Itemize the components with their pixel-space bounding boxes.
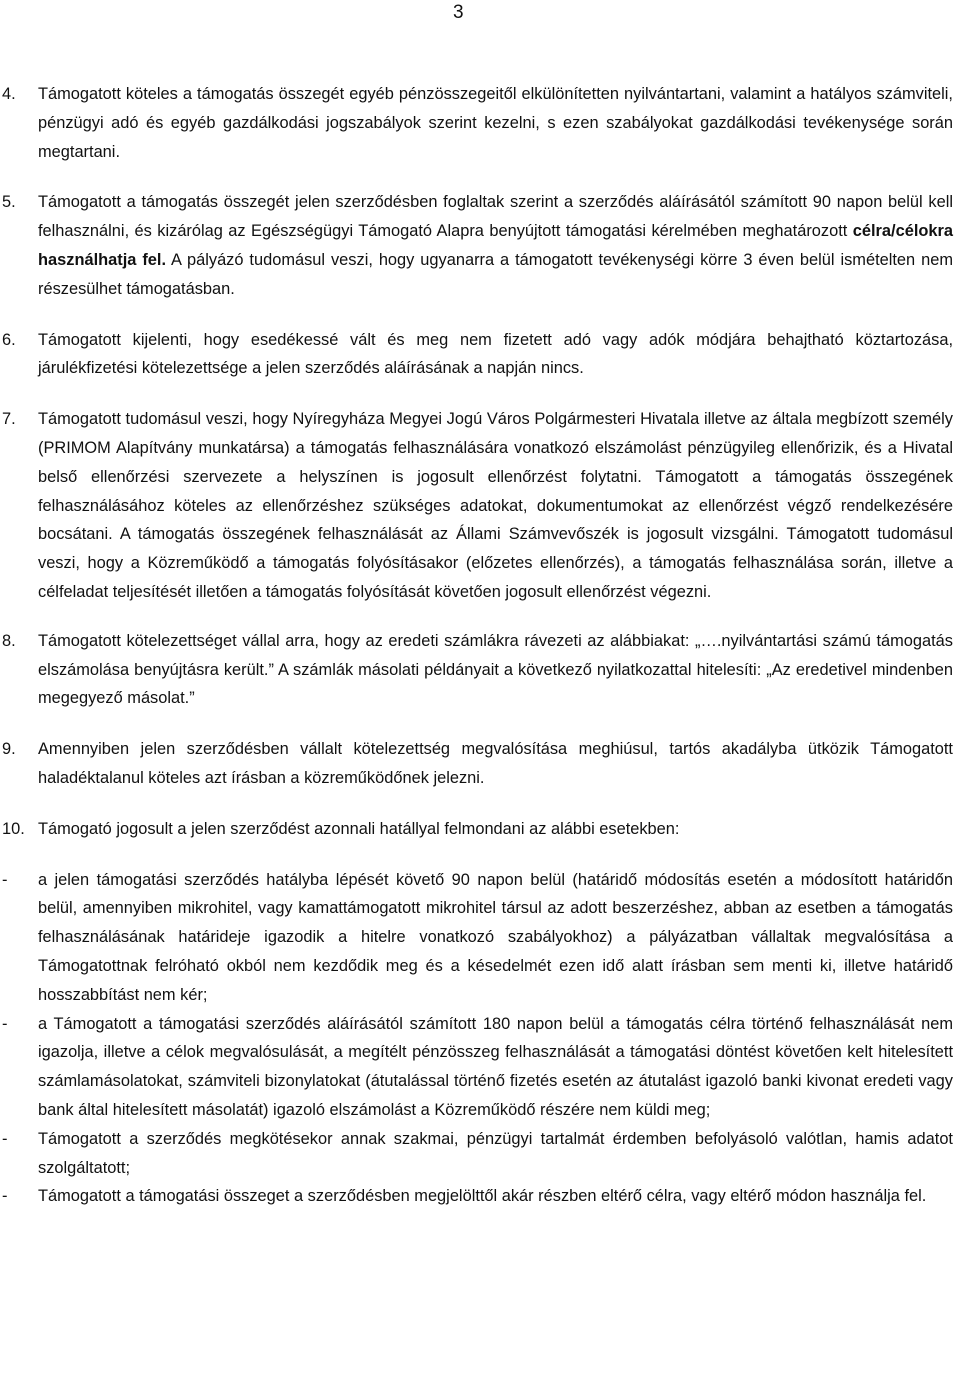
clause-text: Támogatott tudomásul veszi, hogy Nyíregyháza Megyei Jogú Város Polgármesteri Hivatala illetve az általa megbízott személy (PRIMOM Alapítvány munkatársa) a támogatás felhasználására vonatkozó elszámolást pénzügyileg ellenőrizik, és a Hivatal belső ellenőrzési szervezete a helyszínen is jogosult ellenőrzést folytatni. Támogatott a támogatás összegének felhasználásához köteles az ellenőrzéshez szükséges adatokat, dokumentumokat az ellenőrzést végző rendelkezésére bocsátani. A támogatás összegének felhasználását az Állami Számvevőszék is jogosult vizsgálni. Támogatott tudomásul veszi, hogy a Közreműködő a támogatás folyósításakor (előzetes ellenőrzés), a támogatás felhasználása során, illetve a célfeladat teljesítését illetően a támogatás folyósítását követően jogosult ellenőrzést végezni. <box>38 410 953 601</box>
clause-bold-text: célra/célokra használhatja fel. <box>38 222 953 269</box>
clause-4 <box>0 80 960 166</box>
clause-text: Támogatott kijelenti, hogy esedékessé vált és meg nem fizetett adó vagy adók módjára behajtható köztartozása, járulékfizetési kötelezettsége a jelen szerződés aláírásának a napján nincs. <box>38 330 953 378</box>
list-dash: - <box>2 1129 8 1148</box>
list-dash: - <box>2 1014 8 1033</box>
clause-number: 9. <box>2 740 16 759</box>
list-dash: - <box>2 870 8 889</box>
clause-text-part: Támogatott a támogatás összegét jelen szerződésben foglaltak szerint a szerződés aláírásától számított 90 napon belül kell felhasználni, és kizárólag az Egészségügyi Támogató Alapra benyújtott támogatási kérelmében meghatározott <box>38 193 953 241</box>
clause-5 <box>0 188 960 303</box>
clause-10 <box>0 815 960 844</box>
clause-text: Amennyiben jelen szerződésben vállalt kötelezettség megvalósítása meghiúsul, tartós akadályba ütközik Támogatott haladéktalanul köteles azt írásban a közreműködőnek jelezni. <box>38 740 953 787</box>
list-item-text: Támogatott a szerződés megkötésekor annak szakmai, pénzügyi tartalmát érdemben befolyásoló valótlan, hamis adatot szolgáltatott; <box>38 1129 953 1177</box>
clause-number: 10. <box>2 819 25 838</box>
clause-text: Támogató jogosult a jelen szerződést azonnali hatállyal felmondani az alábbi esetekben: <box>38 819 680 838</box>
clause-9 <box>0 735 960 793</box>
list-item <box>0 1182 960 1211</box>
clause-number: 8. <box>2 631 16 650</box>
clause-text: Támogatott köteles a támogatás összegét egyéb pénzösszegeitől elkülönítetten nyilvántartani, valamint a hatályos számviteli, pénzügyi adó és egyéb gazdálkodási jogszabályok szerint kezelni, s ezen szabályokat gazdálkodási tevékenysége során megtartani. <box>38 85 953 161</box>
clause-number: 7. <box>2 410 16 429</box>
list-item <box>0 1125 960 1183</box>
clause-number: 6. <box>2 330 16 349</box>
termination-cases-list <box>0 866 960 1212</box>
clause-8 <box>0 627 960 713</box>
list-item <box>0 866 960 1010</box>
page-number: 3 <box>453 2 464 23</box>
clause-text: Támogatott kötelezettséget vállal arra, hogy az eredeti számlákra rávezeti az alábbiakat: „….nyilvántartási számú támogatás elszámolása benyújtásra került.” A számlák másolati példányait a következő nyilatkozattal hitelesíti: „Az eredetivel mindenben megegyező másolat.” <box>38 631 953 708</box>
document-body <box>0 80 960 1211</box>
list-item-text: Támogatott a támogatási összeget a szerződésben megjelölttől akár részben eltérő célra, vagy eltérő módon használja fel. <box>38 1187 927 1206</box>
list-item-text: a Támogatott a támogatási szerződés aláírásától számított 180 napon belül a támogatás célra történő felhasználását nem igazolja, illetve a célok megvalósulását, a megítélt pénzösszeg felhasználását a támogatási döntést követően kelt hitelesített számlamásolatokat, számviteli bizonylatokat (átutalással történő fizetés esetén az átutalást igazoló banki kivonat eredeti vagy bank által hitelesített másolatát) igazoló elszámolást a Közreműködő részére nem küldi meg; <box>38 1014 953 1119</box>
clause-6 <box>0 326 960 384</box>
list-item-text: a jelen támogatási szerződés hatályba lépését követő 90 napon belül (határidő módosítás esetén a módosított határidőn belül, amennyiben mikrohitel, vagy kamattámogatott mikrohitel társul az adott beszerzéshez, abban az esetben a támogatás felhasználásának határideje igazodik a hitelre vonatkozó szabályokhoz) a pályázatban vállaltak megvalósítása a Támogatottnak felróható okból nem kezdődik meg és a késedelmét ezen idő alatt írásban sem menti ki, illetve határidő hosszabbítást nem kér; <box>38 870 953 1004</box>
list-dash: - <box>2 1187 8 1206</box>
clause-7 <box>0 405 960 607</box>
list-item <box>0 1010 960 1125</box>
clause-text <box>38 188 957 303</box>
clause-number: 5. <box>2 193 16 212</box>
clause-text-part: A pályázó tudomásul veszi, hogy ugyanarra a támogatott tevékenységi körre 3 éven belül ismételten nem részesülhet támogatásban. <box>38 250 953 298</box>
clause-number: 4. <box>2 85 16 103</box>
